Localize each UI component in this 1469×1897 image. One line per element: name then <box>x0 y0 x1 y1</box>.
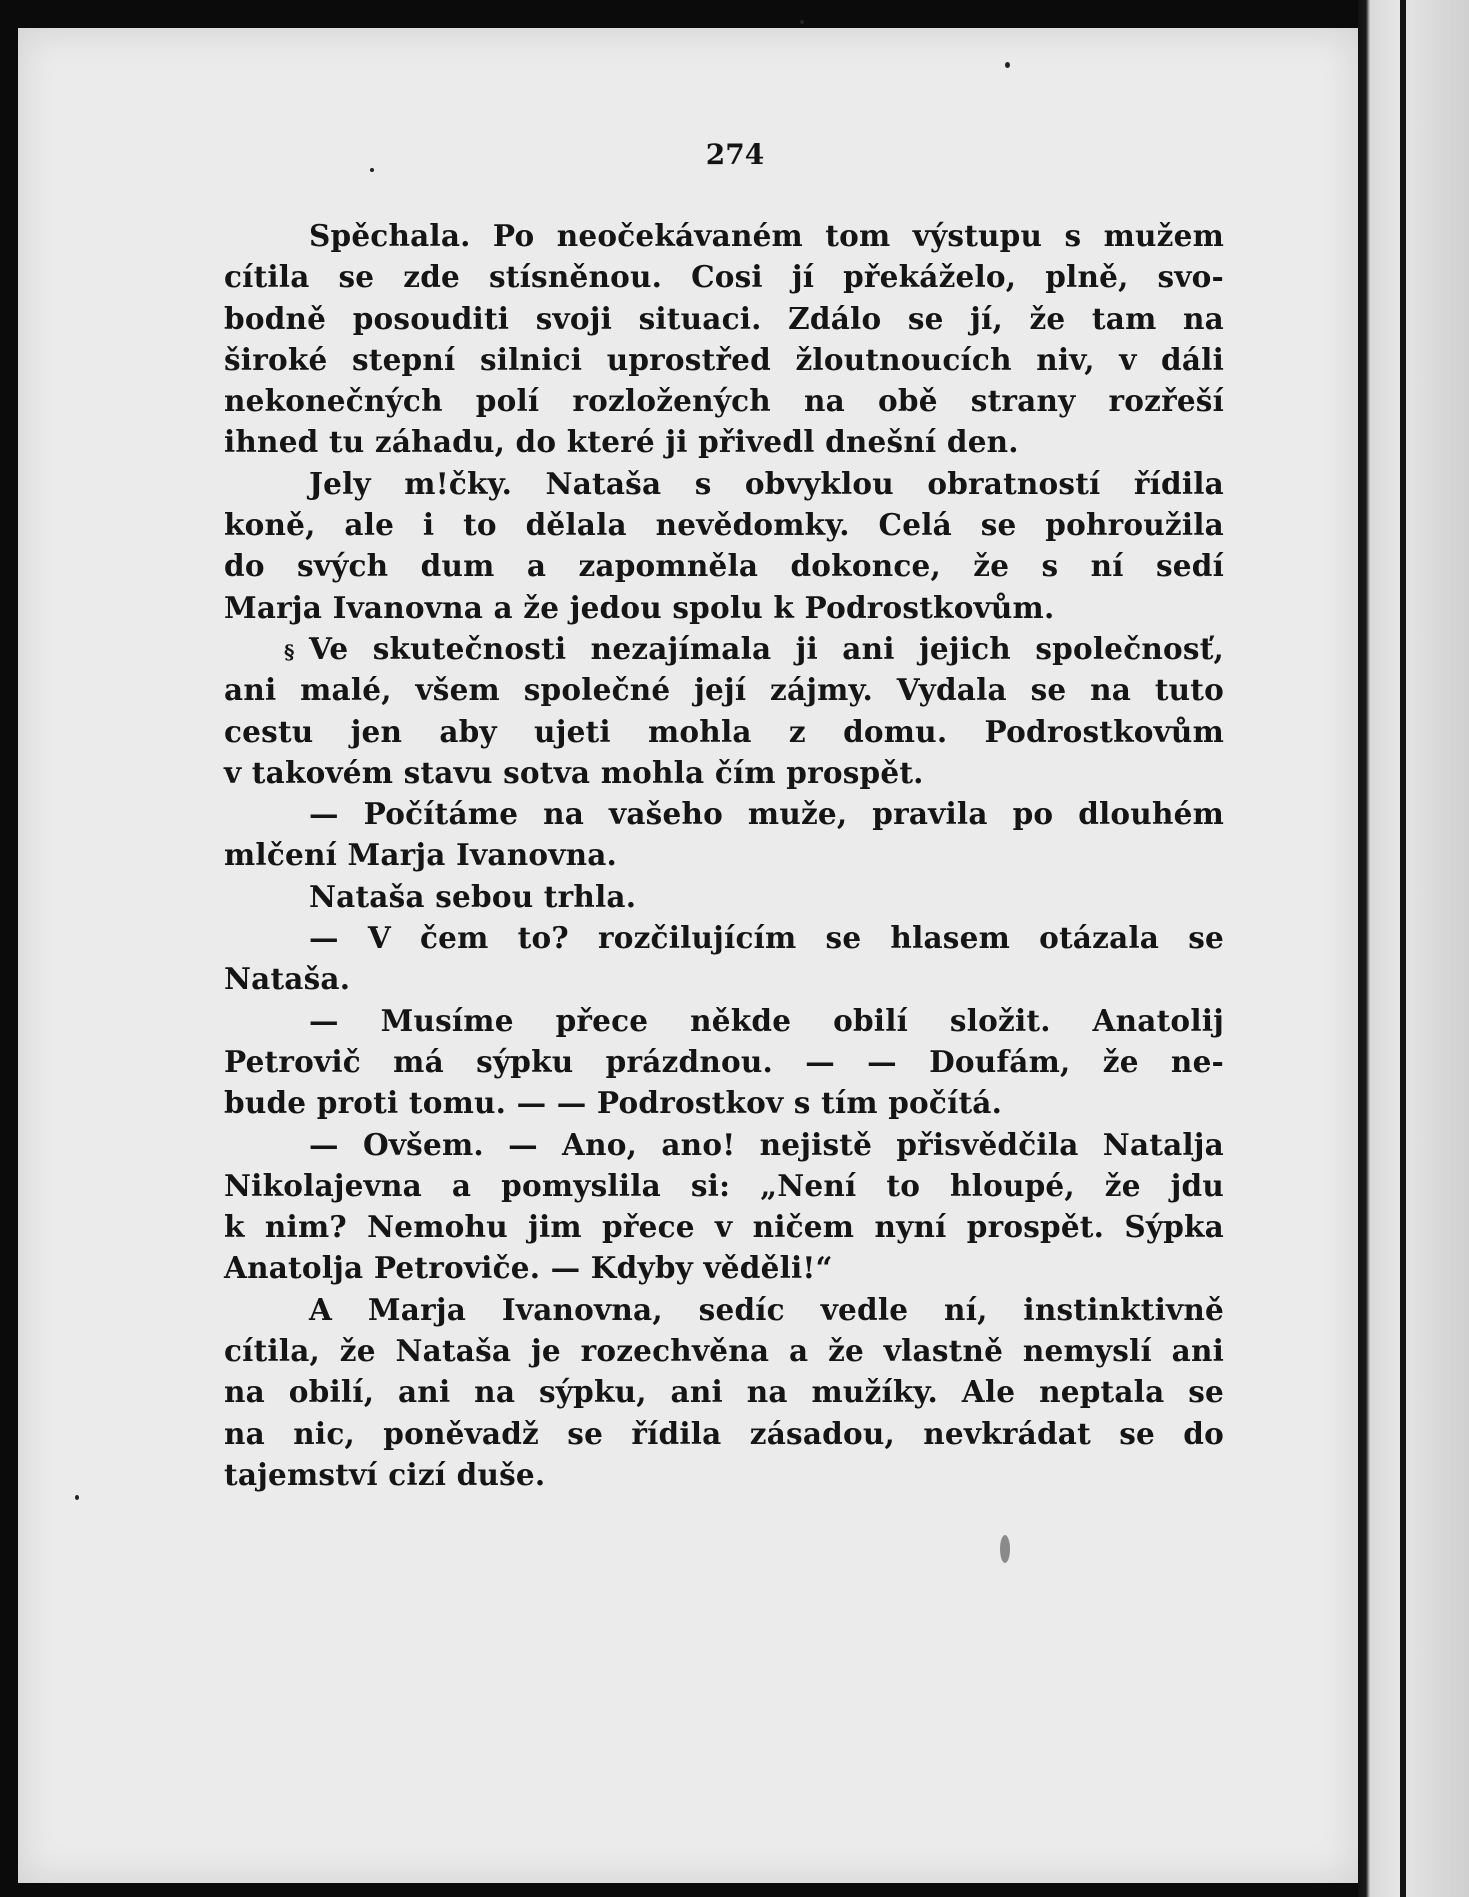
text-line: — Ovšem. — Ano, ano! nejistě přisvědčila Natalja <box>309 1126 1224 1162</box>
text-line: cítila, že Nataša je rozechvěna a že vlastně nemyslí ani <box>224 1333 1224 1369</box>
text-line: Jely m!čky. Nataša s obvyklou obratností řídila <box>309 465 1224 501</box>
text-line: A Marja Ivanovna, sedíc vedle ní, instinktivně <box>309 1291 1224 1327</box>
text-line: široké stepní silnici uprostřed žloutnoucích niv, v dáli <box>224 341 1224 377</box>
text-line: Nataša. <box>224 961 351 997</box>
scan-speck <box>1000 1535 1010 1563</box>
text-line: koně, ale i to dělala nevědomky. Celá se pohroužila <box>224 507 1224 543</box>
text-line: — V čem to? rozčilujícím se hlasem otázala se <box>309 920 1224 956</box>
scan-speck <box>1005 62 1010 68</box>
text-line: cestu jen aby ujeti mohla z domu. Podrostkovům <box>224 713 1224 749</box>
text-line: Nataša sebou trhla. <box>309 878 637 914</box>
text-line: — Počítáme na vašeho muže, pravila po dlouhém <box>309 796 1224 832</box>
scan-speck <box>800 20 804 24</box>
text-line: do svých dum a zapomněla dokonce, že s ní sedí <box>224 548 1224 584</box>
text-line: Anatolja Petroviče. — Kdyby věděli!“ <box>224 1250 833 1286</box>
text-line: mlčení Marja Ivanovna. <box>224 837 617 873</box>
text-line: k nim? Nemohu jim přece v ničem nyní prospět. Sýpka <box>224 1209 1224 1245</box>
text-line: Petrovič má sýpku prázdnou. — — Doufám, že ne- <box>224 1043 1224 1079</box>
text-line: nekonečných polí rozložených na obě strany rozřeší <box>224 383 1224 419</box>
text-line: Ve skutečnosti nezajímala ji ani jejich společnosť, <box>309 630 1224 666</box>
text-line: ani malé, všem společné její zájmy. Vydala se na tuto <box>224 672 1224 708</box>
page-number: 274 <box>705 138 765 171</box>
text-line: Nikolajevna a pomyslila si: „Není to hloupé, že jdu <box>224 1167 1224 1203</box>
body-text <box>224 215 1224 1495</box>
text-line: na nic, poněvadž se řídila zásadou, nevkrádat se do <box>224 1415 1224 1451</box>
text-line: — Musíme přece někde obilí složit. Anatolij <box>309 1002 1224 1038</box>
text-line: bodně posouditi svoji situaci. Zdálo se jí, že tam na <box>224 300 1224 336</box>
text-line: cítila se zde stísněnou. Cosi jí překáželo, plně, svo- <box>224 259 1224 295</box>
binding-shadow-line <box>1400 0 1406 1897</box>
text-line: v takovém stavu sotva mohla čím prospět. <box>224 754 924 790</box>
paragraph-with-mark <box>224 628 1224 669</box>
text-line: Spěchala. Po neočekávaném tom výstupu s mužem <box>309 218 1224 253</box>
scan-speck <box>370 168 374 172</box>
text-line: tajemství cizí duše. <box>224 1456 546 1492</box>
text-line: Marja Ivanovna a že jedou spolu k Podrostkovům. <box>224 589 1055 625</box>
text-line: ihned tu záhadu, do které ji přivedl dnešní den. <box>224 424 1019 460</box>
margin-mark: § <box>284 639 295 664</box>
text-line: na obilí, ani na sýpku, ani na mužíky. Ale neptala se <box>224 1374 1224 1410</box>
text-line: bude proti tomu. — — Podrostkov s tím počítá. <box>224 1085 1003 1121</box>
scan-speck <box>75 1495 79 1500</box>
page-binding-edge <box>1358 0 1469 1897</box>
